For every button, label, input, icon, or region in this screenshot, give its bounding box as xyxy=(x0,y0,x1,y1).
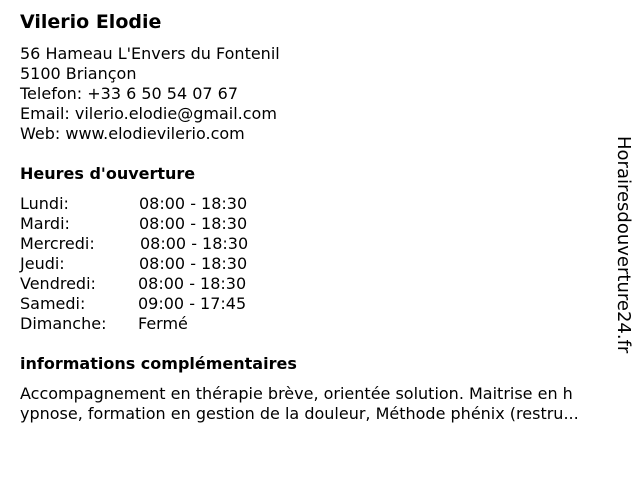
additional-info-heading: informations complémentaires xyxy=(20,354,297,373)
additional-info-text xyxy=(20,384,632,424)
hours-day: Mardi: xyxy=(20,214,70,233)
address-street: 56 Hameau L'Envers du Fontenil xyxy=(20,44,280,63)
hours-day: Samedi: xyxy=(20,294,86,313)
info-line: Accompagnement en thérapie brève, orientée solution. Maitrise en h xyxy=(20,384,573,403)
hours-day: Jeudi: xyxy=(20,254,65,273)
hours-day: Vendredi: xyxy=(20,274,96,293)
hours-row-wednesday xyxy=(20,234,320,254)
hours-row-saturday xyxy=(20,294,320,314)
hours-time: 08:00 - 18:30 xyxy=(138,274,247,293)
website-text: Web: www.elodievilerio.com xyxy=(20,124,245,143)
phone-text: Telefon: +33 6 50 54 07 67 xyxy=(20,84,239,103)
hours-row-thursday xyxy=(20,254,320,274)
hours-day: Lundi: xyxy=(20,194,69,213)
hours-time: 08:00 - 18:30 xyxy=(140,234,249,253)
hours-day: Mercredi: xyxy=(20,234,95,253)
email-text: Email: vilerio.elodie@gmail.com xyxy=(20,104,277,123)
address-city: 5100 Briançon xyxy=(20,64,137,83)
info-line: ypnose, formation en gestion de la douleur, Méthode phénix (restru... xyxy=(20,404,579,423)
hours-row-monday xyxy=(20,194,320,214)
hours-day: Dimanche: xyxy=(20,314,107,333)
hours-row-sunday xyxy=(20,314,320,334)
contact-block xyxy=(20,44,280,144)
hours-row-tuesday xyxy=(20,214,320,234)
opening-hours-table xyxy=(20,194,320,334)
hours-row-friday xyxy=(20,274,320,294)
hours-time: 08:00 - 18:30 xyxy=(139,254,248,273)
opening-hours-heading: Heures d'ouverture xyxy=(20,164,196,183)
hours-time: 08:00 - 18:30 xyxy=(139,214,248,233)
hours-time: 08:00 - 18:30 xyxy=(139,194,248,213)
brand-watermark xyxy=(612,136,634,352)
hours-time: 09:00 - 17:45 xyxy=(138,294,247,313)
hours-time: Fermé xyxy=(138,314,188,333)
business-name: Vilerio Elodie xyxy=(20,11,162,33)
brand-text: Horairesdouverture24.fr xyxy=(613,136,634,354)
